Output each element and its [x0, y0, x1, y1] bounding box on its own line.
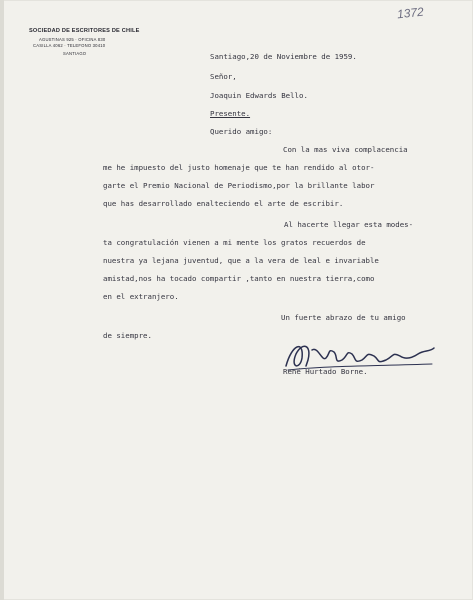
letterhead-organization: SOCIEDAD DE ESCRITORES DE CHILE [29, 28, 140, 34]
letterhead-city: SANTIAGO [63, 51, 87, 56]
page-edge-shadow [0, 0, 4, 600]
paragraph1-line2: me he impuesto del justo homenaje que te han rendido al otor- [103, 163, 375, 172]
paragraph1-line1: Con la mas viva complacencia [283, 145, 408, 154]
letter-date: Santiago,20 de Noviembre de 1959. [210, 52, 357, 61]
paragraph2-line1: Al hacerte llegar esta modes- [284, 220, 414, 229]
paragraph1-line4: que has desarrollado enalteciendo el arte de escribir. [103, 199, 344, 208]
paragraph2-line3: nuestra ya lejana juventud, que a la vera de leal e invariable [103, 256, 379, 265]
closing-line2: de siempre. [103, 331, 152, 340]
presente-line: Presente. [210, 109, 251, 118]
archive-number: 1372 [396, 4, 425, 22]
paragraph1-line3: garte el Premio Nacional de Periodismo,por la brillante labor [103, 181, 375, 190]
letterhead-address-line2: CASILLA 4062 · TELEFONO 30410 [33, 43, 106, 48]
letterhead-address-line1: AGUSTINAS 925 · OFICINA 830 [39, 37, 106, 42]
closing-line1: Un fuerte abrazo de tu amigo [281, 313, 406, 322]
signature-name: René Hurtado Borne. [283, 367, 368, 376]
paragraph2-line2: ta congratulación vienen a mi mente los gratos recuerdos de [103, 238, 366, 247]
paragraph2-line4: amistad,nos ha tocado compartir ,tanto en nuestra tierra,como [103, 274, 375, 283]
salutation-title: Señor, [210, 72, 237, 81]
recipient-name: Joaquin Edwards Bello. [210, 91, 308, 100]
greeting: Querido amigo: [210, 127, 273, 136]
paragraph2-line5: en el extranjero. [103, 292, 179, 301]
